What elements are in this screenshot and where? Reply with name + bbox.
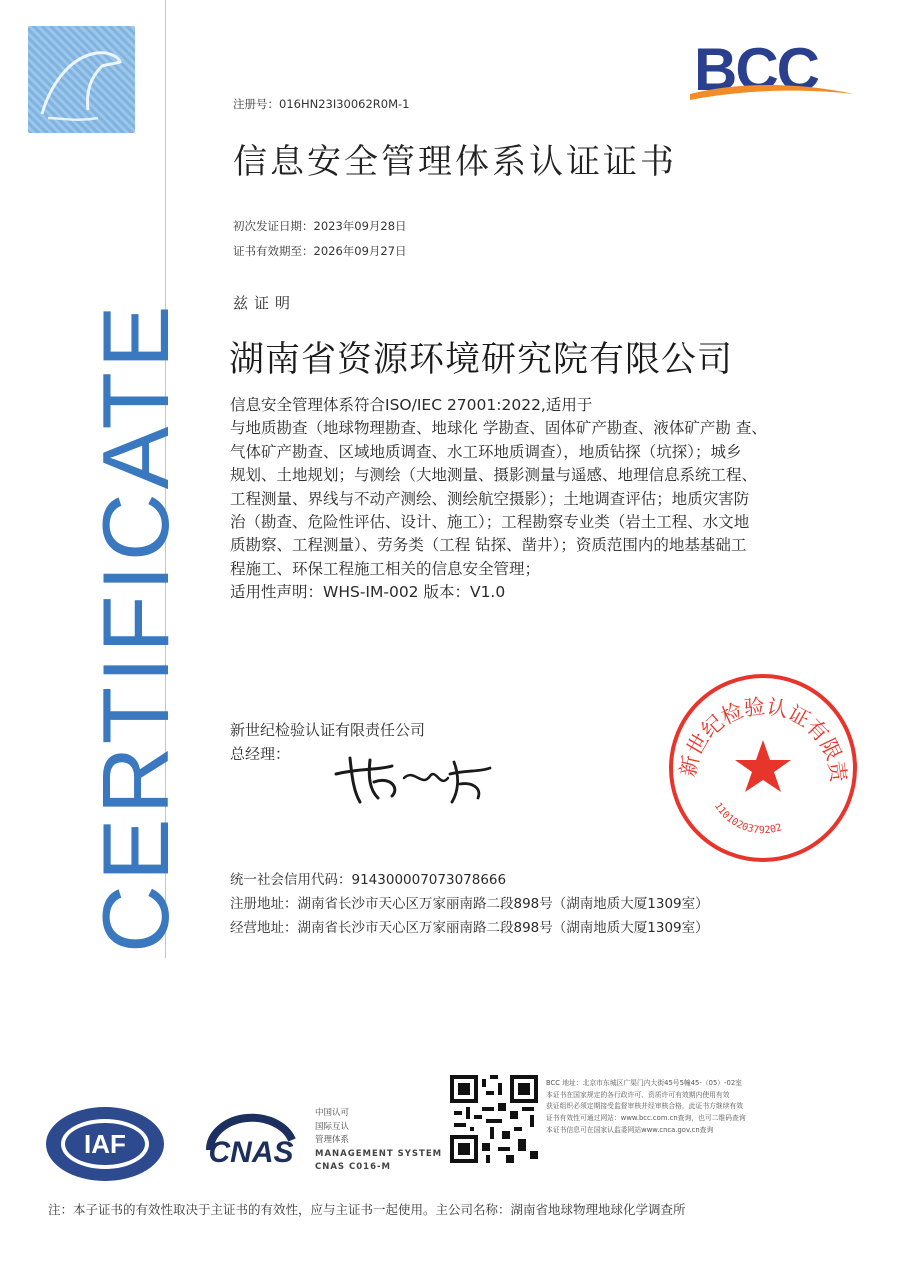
footnote: 注：本子证书的有效性取决于主证书的有效性，应与主证书一起使用。主公司名称：湖南省地球物理地球化学调查所 bbox=[48, 1202, 686, 1217]
bcc-notice-line: 本证书在国家规定的各行政许可、资质许可有效期内使用有效 bbox=[546, 1090, 730, 1099]
company-seal bbox=[665, 670, 860, 865]
scope-line: 治（勘查、危险性评估、设计、施工）；工程勘察专业类（岩土工程、水文地 bbox=[230, 513, 750, 532]
scope-line: 程施工、环保工程施工相关的信息安全管理； bbox=[230, 559, 541, 578]
qr-code-icon bbox=[450, 1075, 538, 1163]
bcc-notice-line: BCC 地址：北京市东城区广渠门内大街45号5幢45-（05）-02室 bbox=[546, 1079, 742, 1087]
cnas-label bbox=[315, 1107, 442, 1175]
scope-line: 信息安全管理体系符合ISO/IEC 27001:2022,适用于 bbox=[230, 396, 593, 414]
cnas-label-en: MANAGEMENT SYSTEM bbox=[315, 1148, 443, 1159]
bcc-notice-line: 本证书信息可在国家认监委网站www.cnca.gov.cn查询 bbox=[546, 1125, 714, 1134]
vertical-certificate-word: CERTIFICATE bbox=[83, 301, 188, 953]
manager-label: 总经理： bbox=[230, 745, 291, 763]
company-info bbox=[230, 868, 709, 940]
bcc-logo bbox=[688, 34, 858, 106]
certify-text: 兹证明 bbox=[233, 294, 297, 312]
business-address: 经营地址：湖南省长沙市天心区万家丽南路二段898号（湖南地质大厦1309室） bbox=[230, 920, 709, 936]
iaf-logo bbox=[44, 1105, 166, 1183]
cnas-label-cn3: 管理体系 bbox=[315, 1135, 350, 1145]
cnas-logo-text: CNAS bbox=[208, 1136, 294, 1169]
company-name: 湖南省资源环境研究院有限公司 bbox=[229, 340, 734, 380]
registered-address: 注册地址：湖南省长沙市天心区万家丽南路二段898号（湖南地质大厦1309室） bbox=[230, 896, 709, 912]
bcc-logo-text: BCC bbox=[694, 36, 818, 103]
otter-logo bbox=[28, 26, 135, 133]
verification-qr-code[interactable] bbox=[450, 1075, 538, 1163]
seal-ring-text: 新世纪检验认证有限责 bbox=[675, 694, 851, 784]
bcc-notice-line: 获证组织必须定期接受监督审核并经审核合格，此证书方继续有效 bbox=[546, 1102, 744, 1111]
signature-icon bbox=[330, 748, 500, 808]
valid-until-date: 证书有效期至：2026年09月27日 bbox=[233, 244, 407, 258]
scope-line: 质勘察、工程测量）、劳务类（工程 钻探、凿井）；资质范围内的地基基础工 bbox=[230, 536, 747, 555]
cnas-label-cn2: 国际互认 bbox=[315, 1121, 350, 1132]
manager-signature bbox=[330, 748, 500, 808]
first-issue-date: 初次发证日期：2023年09月28日 bbox=[233, 219, 407, 233]
iaf-logo-text: IAF bbox=[84, 1129, 126, 1159]
otter-logo-icon bbox=[28, 26, 135, 133]
scope-line: 气体矿产勘查、区域地质调查、水工环地质调查），地质钻探（坑探）；城乡 bbox=[230, 442, 742, 461]
certificate-title: 信息安全管理体系认证证书 bbox=[233, 142, 677, 182]
cnas-code: CNAS C016-M bbox=[315, 1162, 391, 1172]
scope-line: 规划、土地规划；与测绘（大地测量、摄影测量与遥感、地理信息系统工程、 bbox=[230, 466, 758, 485]
credit-code: 统一社会信用代码：914300007073078666 bbox=[230, 872, 507, 888]
applicability-statement: 适用性声明：WHS-IM-002 版本：V1.0 bbox=[230, 583, 506, 602]
bcc-notice-line: 证书有效性可通过网站：www.bcc.com.cn查询，也可二维码查询 bbox=[546, 1114, 746, 1123]
registration-number: 注册号：016HN23I30062R0M-1 bbox=[233, 97, 410, 111]
bcc-notice bbox=[546, 1078, 846, 1137]
scope-line: 工程测量、界线与不动产测绘、测绘航空摄影）；土地调查评估；地质灾害防 bbox=[230, 489, 750, 508]
seal-code: 1101020379202 bbox=[711, 800, 784, 837]
scope-line: 与地质勘查（地球物理勘查、地球化 学勘查、固体矿产勘查、液体矿产勘 查、 bbox=[230, 419, 767, 438]
cnas-logo bbox=[196, 1110, 306, 1184]
scope-text bbox=[230, 394, 830, 605]
seal-star-icon bbox=[735, 740, 791, 792]
cnas-label-cn1: 中国认可 bbox=[315, 1108, 350, 1118]
issuer-name: 新世纪检验认证有限责任公司 bbox=[230, 721, 426, 739]
